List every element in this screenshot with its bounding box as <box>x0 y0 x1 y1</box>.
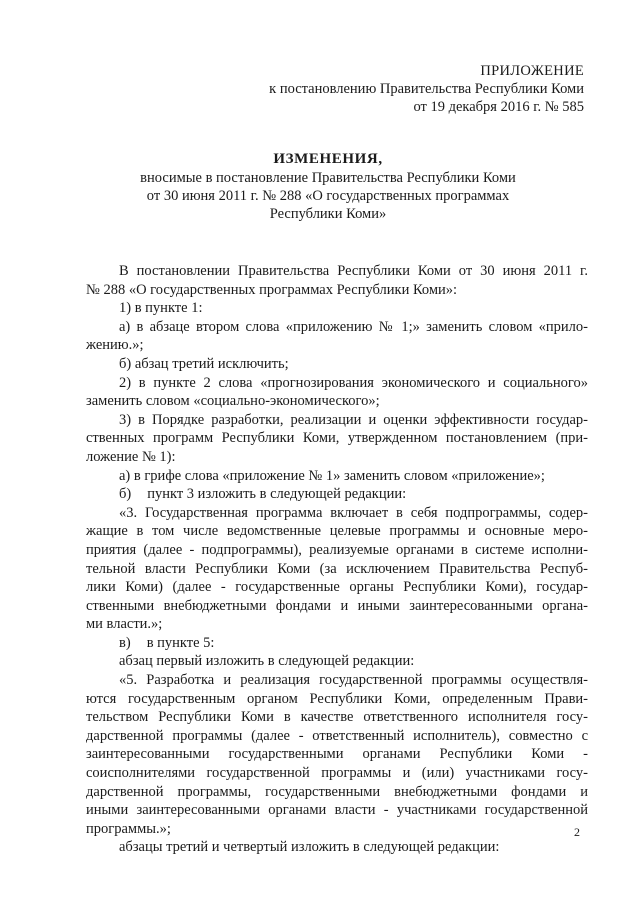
body-line: жащие в том числе ведомственные целевые программы и основные меро- <box>86 523 588 540</box>
body-line: 1) в пункте 1: <box>119 300 203 317</box>
body-line: а) в грифе слова «приложение № 1» заменить словом «приложение»; <box>119 467 545 484</box>
body-line: тельной власти Республики Коми (за исключением Правительства Респуб- <box>86 560 588 577</box>
body-line <box>86 485 588 504</box>
body-line: иными заинтересованными органами власти - участниками государственной <box>86 802 588 819</box>
body-line: В постановлении Правительства Республики Коми от 30 июня 2011 г. <box>119 263 588 279</box>
changes-subtitle-line: вносимые в постановление Правительства Республики Коми <box>140 170 516 186</box>
item-marker: б) <box>119 486 132 503</box>
body-line: б) абзац третий исключить; <box>119 355 289 372</box>
changes-subtitle-line: Республики Коми» <box>269 206 387 222</box>
body-line: «3. Государственная программа включает в себя подпрограммы, содер- <box>119 504 588 521</box>
body-line: абзацы третий и четвертый изложить в следующей редакции: <box>119 839 500 856</box>
body-line: жению.»; <box>86 337 144 354</box>
body-line: ственными внебюджетными фондами и иными заинтересованными органа- <box>86 597 588 614</box>
changes-heading: ИЗМЕНЕНИЯ, <box>273 151 383 167</box>
body-line: «5. Разработка и реализация государственной программы осуществля- <box>119 672 588 689</box>
body-line: ственных программ Республики Коми, утвержденном постановлением (при- <box>86 430 588 447</box>
changes-title-block <box>60 150 596 223</box>
page-number: 2 <box>574 825 580 839</box>
item-marker: в) <box>119 634 131 651</box>
body-line: № 288 «О государственных программах Республики Коми»: <box>86 281 458 298</box>
body-line: ются государственным органом Республики Коми, определенным Прави- <box>86 690 588 707</box>
changes-subtitle-line: от 30 июня 2011 г. № 288 «О государственных программах <box>146 188 510 204</box>
appendix-header <box>269 62 584 116</box>
body-line: соисполнителями государственной программы и (или) участниками госу- <box>86 765 588 782</box>
body-line: программы.»; <box>86 820 171 837</box>
item-text: в пункте 5: <box>146 634 215 651</box>
body-line: тельством Республики Коми в качестве ответственного исполнителя госу- <box>86 709 588 726</box>
body-line: ложение № 1): <box>86 448 176 465</box>
body-line: лики Коми) (далее - государственные органы Республики Коми), государ- <box>86 579 588 596</box>
document-body <box>86 262 588 857</box>
body-line: дарственной программы, государственными внебюджетными фондами и <box>86 783 588 800</box>
body-line: заменить словом «социально-экономического»; <box>86 393 380 410</box>
body-line: 2) в пункте 2 слова «прогнозирования экономического и социального» <box>119 374 588 391</box>
item-text: пункт 3 изложить в следующей редакции: <box>147 486 407 503</box>
body-line: приятия (далее - подпрограммы), реализуемые органами в системе исполни- <box>86 541 588 558</box>
appendix-title: ПРИЛОЖЕНИЕ <box>480 63 584 79</box>
body-line: ми власти.»; <box>86 616 163 633</box>
appendix-date-line: от 19 декабря 2016 г. № 585 <box>413 99 584 115</box>
appendix-resolution-line: к постановлению Правительства Республики Коми <box>269 81 584 97</box>
body-line: дарственной программы (далее - ответственный исполнитель), совместно с <box>86 727 588 744</box>
body-line: а) в абзаце втором слова «приложению № 1;» заменить словом «прило- <box>119 318 588 335</box>
body-line: абзац первый изложить в следующей редакции: <box>119 653 415 670</box>
body-line: заинтересованными государственными органами Республики Коми - <box>86 746 588 763</box>
body-line: 3) в Порядке разработки, реализации и оценки эффективности государ- <box>119 411 588 428</box>
body-line <box>86 634 588 653</box>
